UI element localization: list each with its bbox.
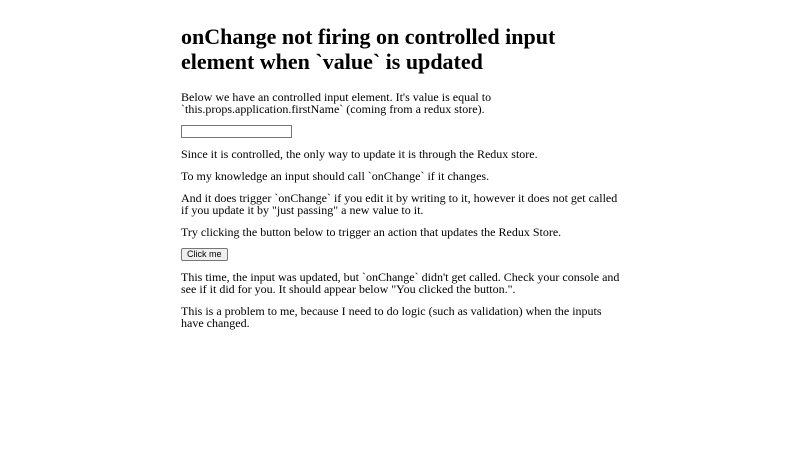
click-me-button[interactable]: Click me (181, 248, 228, 261)
page-title: onChange not firing on controlled input element when `value` is updated (181, 24, 556, 74)
intro-paragraph: Below we have an controlled input element. It's value is equal to `this.props.application.firstName` (coming from a redux store). (181, 90, 492, 116)
paragraph-knowledge: To my knowledge an input should call `onChange` if it changes. (181, 169, 490, 183)
paragraph-trigger: And it does trigger `onChange` if you edit it by writing to it, however it does not get called if you update it by "just passing" a new value to it. (181, 191, 618, 217)
paragraph-problem: This is a problem to me, because I need to do logic (such as validation) when the inputs have changed. (181, 304, 602, 330)
first-name-input[interactable] (181, 125, 292, 138)
paragraph-result: This time, the input was updated, but `onChange` didn't get called. Check your console and see if it did for you. It should appear below "You clicked the button.". (181, 270, 620, 296)
paragraph-try-clicking: Try clicking the button below to trigger an action that updates the Redux Store. (181, 225, 562, 239)
button-wrapper (181, 248, 621, 261)
input-wrapper (181, 125, 621, 138)
paragraph-controlled: Since it is controlled, the only way to update it is through the Redux store. (181, 147, 538, 161)
article-container (181, 24, 621, 339)
